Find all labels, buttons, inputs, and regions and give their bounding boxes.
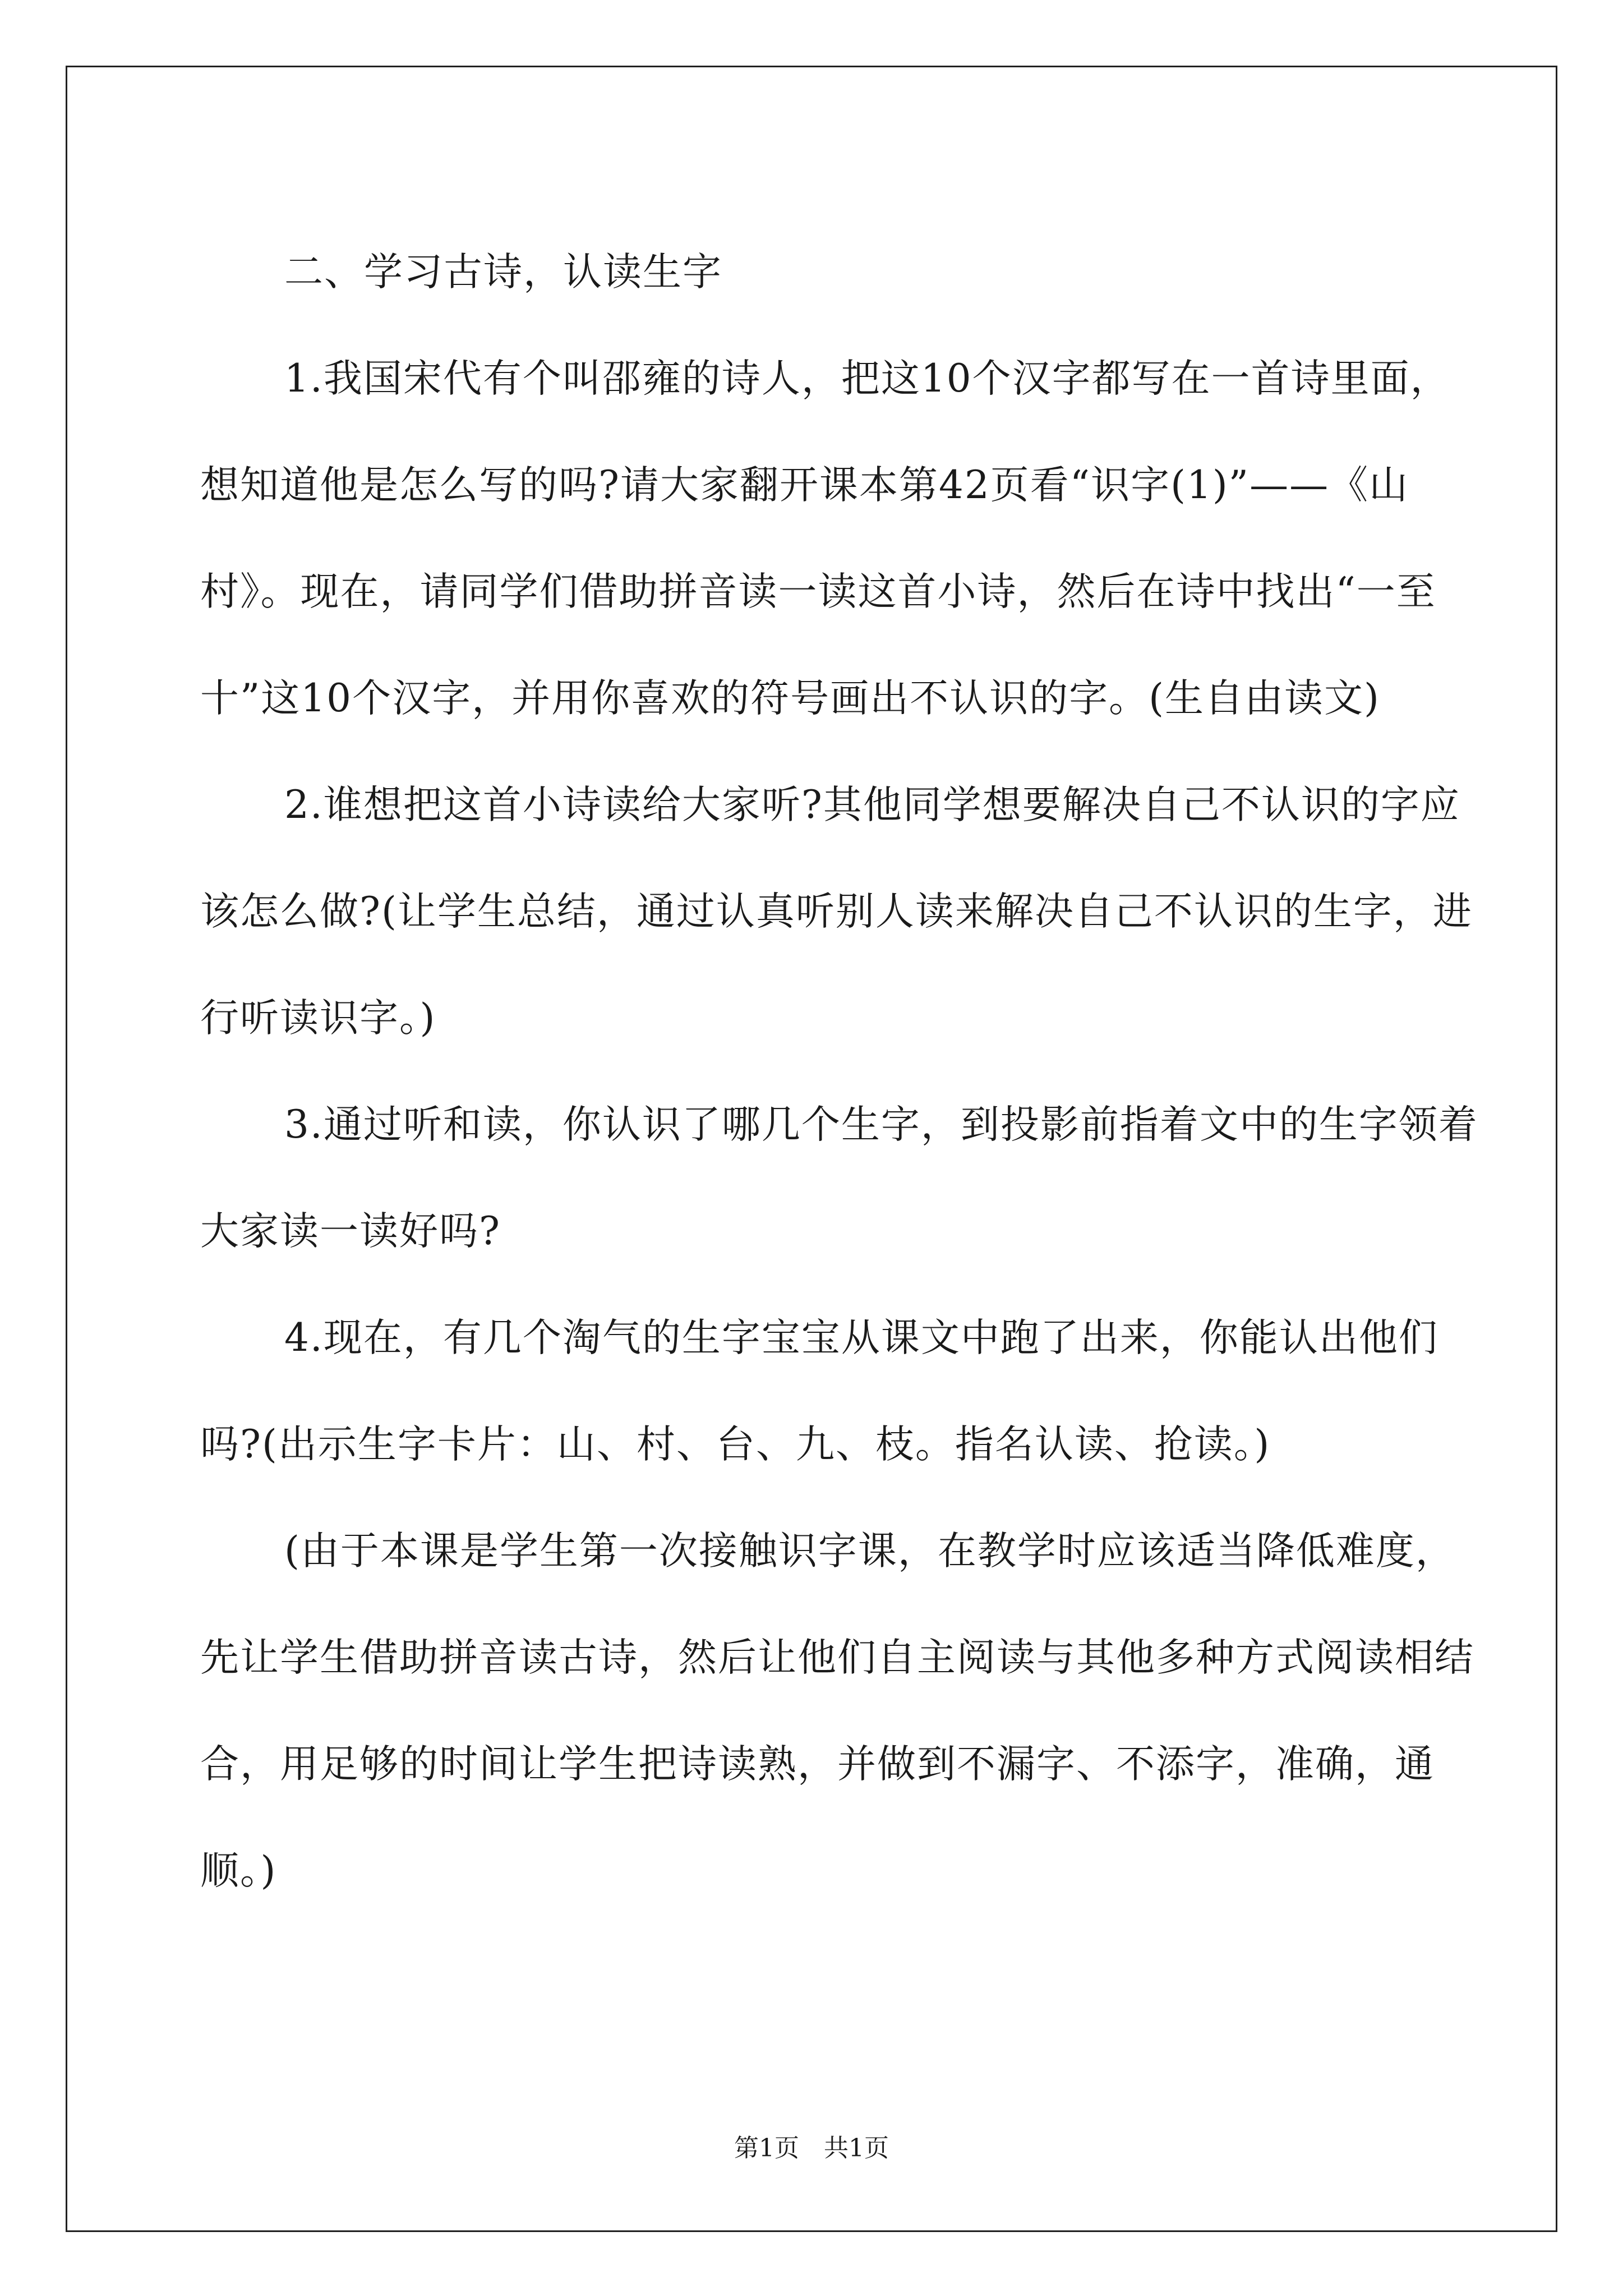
- paragraph-3: 3.通过听和读，你认识了哪几个生字，到投影前指着文中的生字领着大家读一读好吗?: [200, 1102, 1478, 1254]
- paragraph-1: 1.我国宋代有个叫邵雍的诗人，把这10个汉字都写在一首诗里面，想知道他是怎么写的吗?请大家翻开课本第42页看“识字(1)”——《山村》。现在，请同学们借助拼音读一读这首小诗，然后在诗中找出“一至十”这10个汉字，并用你喜欢的符号画出不认识的字。(生自由读文): [200, 356, 1450, 721]
- paragraph-2: 2.谁想把这首小诗读给大家听?其他同学想要解决自己不认识的字应该怎么做?(让学生总结，通过认真听别人读来解决自己不认识的生字，进行听读识字。): [200, 783, 1473, 1041]
- section-heading: 二、学习古诗，认读生字: [284, 250, 722, 295]
- paragraph-4: 4.现在，有几个淘气的生字宝宝从课文中跑了出来，你能认出他们吗?(出示生字卡片：山、村、台、九、枝。指名认读、抢读。): [200, 1315, 1438, 1467]
- paragraph-note: (由于本课是学生第一次接触识字课，在教学时应该适当降低难度，先让学生借助拼音读古诗，然后让他们自主阅读与其他多种方式阅读相结合，用足够的时间让学生把诗读熟，并做到不漏字、不添字，准确，通顺。): [200, 1529, 1474, 1893]
- page-number-footer: 第1页 共1页: [734, 2134, 889, 2162]
- document-body: [200, 219, 1479, 1924]
